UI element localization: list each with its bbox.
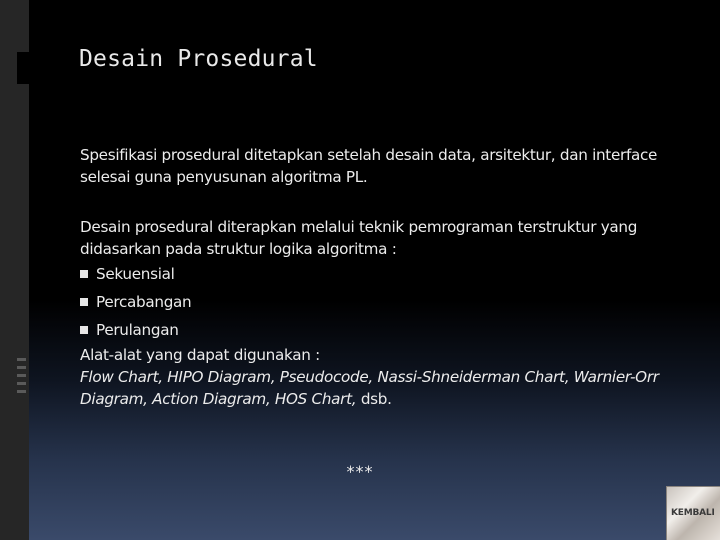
square-bullet-icon	[80, 270, 88, 278]
list-item	[80, 260, 670, 288]
left-decoration-bar	[0, 0, 29, 540]
bullet-label: Perulangan	[96, 321, 179, 339]
bullet-label: Sekuensial	[96, 265, 175, 283]
tools-names: Flow Chart, HIPO Diagram, Pseudocode, Nassi-Shneiderman Chart, Warnier-Orr Diagram, Action Diagram, HOS Chart,	[80, 368, 659, 408]
gutter-line	[17, 390, 26, 393]
square-bullet-icon	[80, 298, 88, 306]
gutter-line	[17, 382, 26, 385]
kembali-button-label: KEMBALI	[671, 508, 715, 518]
tools-heading: Alat-alat yang dapat digunakan :	[80, 346, 320, 364]
list-item	[80, 316, 670, 344]
kembali-button[interactable]	[666, 486, 720, 540]
gutter-line	[17, 374, 26, 377]
square-bullet-icon	[80, 326, 88, 334]
slide-title: Desain Prosedural	[79, 46, 318, 72]
tools-list	[80, 366, 670, 410]
bullet-label: Percabangan	[96, 293, 192, 311]
paragraph-desain: Desain prosedural diterapkan melalui teknik pemrograman terstruktur yang didasarkan pada struktur logika algoritma :	[80, 218, 638, 258]
slide-body	[80, 144, 670, 410]
paragraph-spesifikasi: Spesifikasi prosedural ditetapkan setelah desain data, arsitektur, dan interface selesai guna penyusunan algoritma PL.	[80, 146, 658, 186]
gutter-line	[17, 358, 26, 361]
tools-suffix: dsb.	[356, 390, 392, 408]
list-item	[80, 288, 670, 316]
separator-stars: ***	[346, 462, 374, 481]
title-marker	[17, 52, 29, 84]
gutter-line	[17, 366, 26, 369]
